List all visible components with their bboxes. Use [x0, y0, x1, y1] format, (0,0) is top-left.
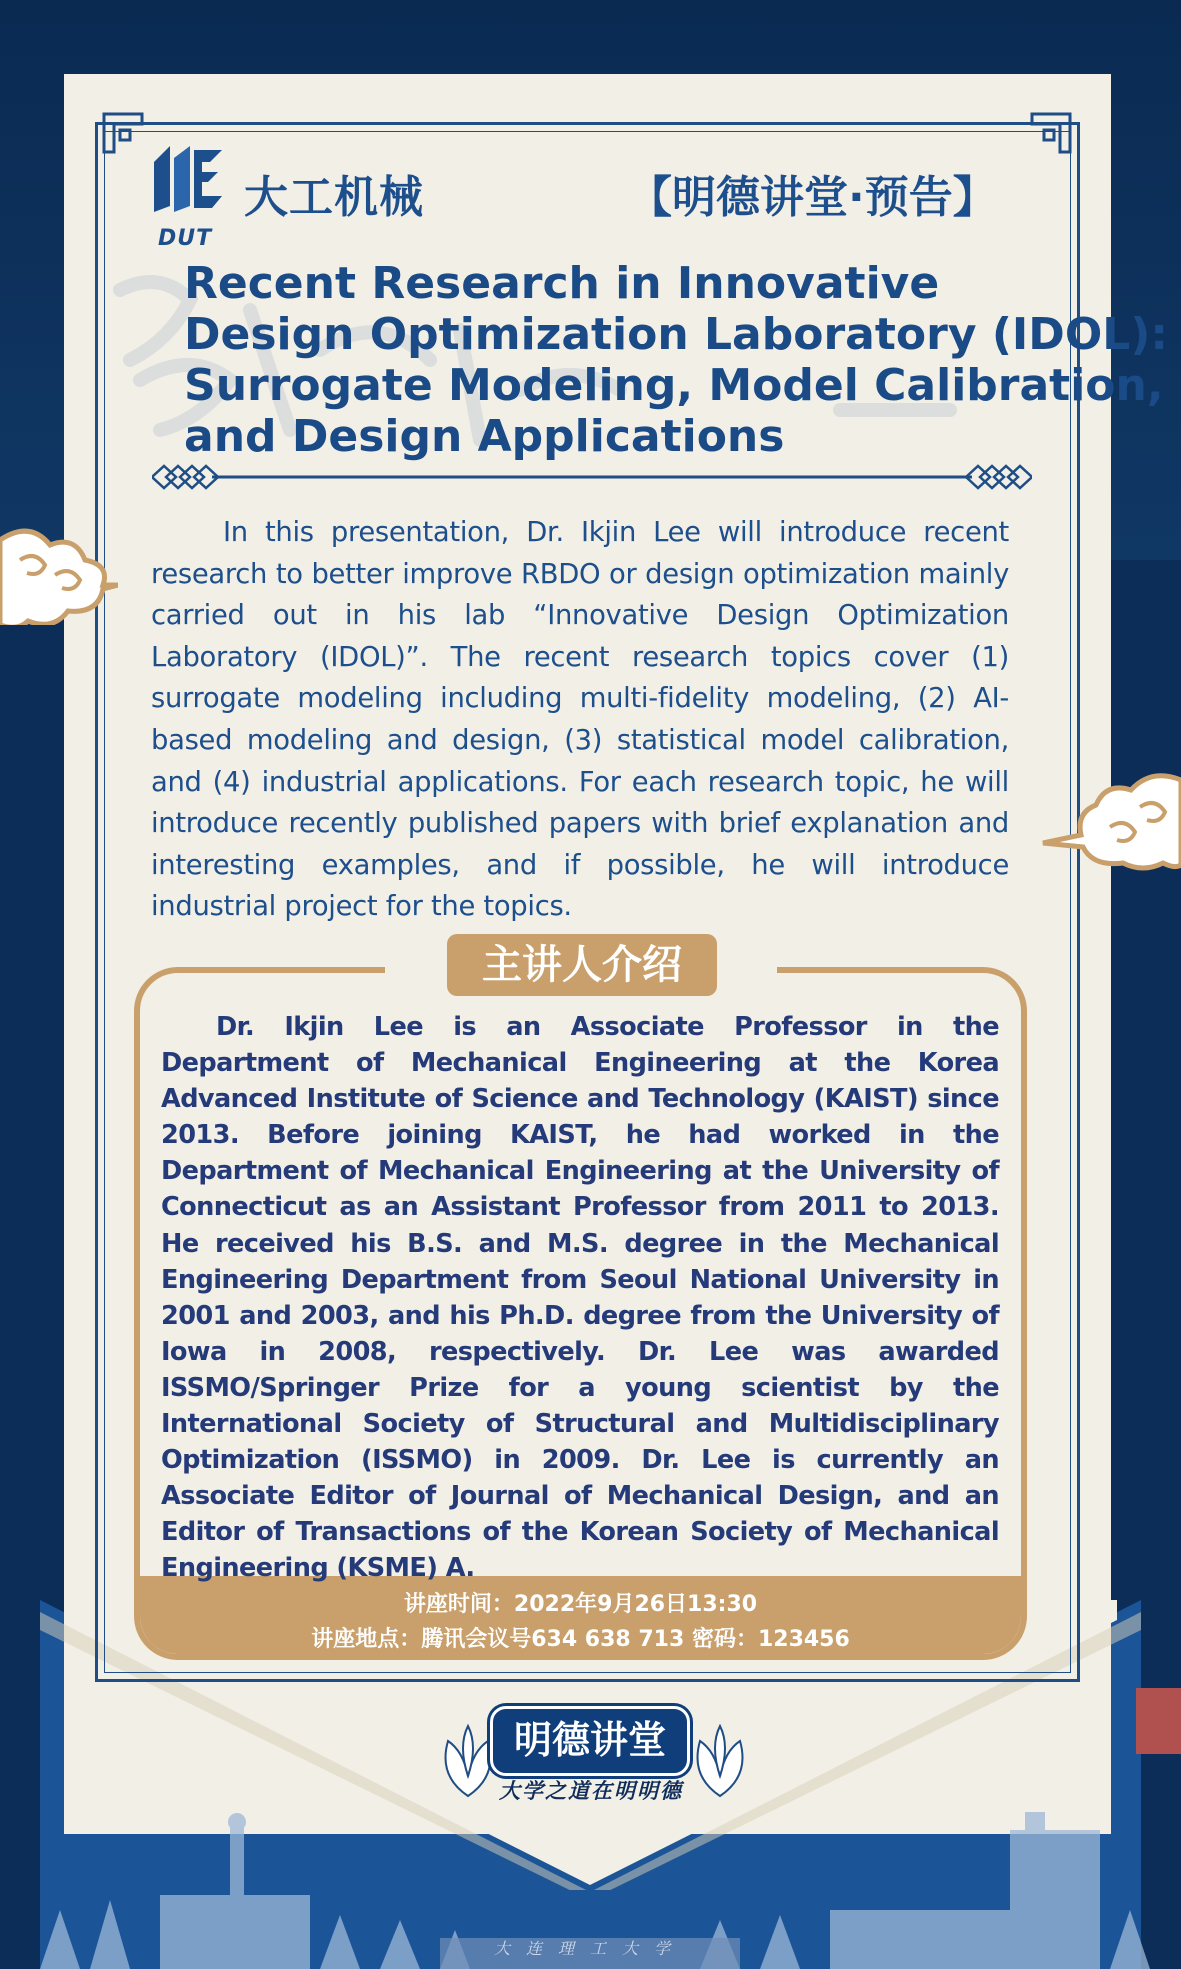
- lecture-abstract: In this presentation, Dr. Ikjin Lee will introduce recent research to better improve RBDO or design optimization mainly carried out in his lab “Innovative Design Optimization Laboratory (IDOL)”. The recent research topics cover (1) surrogate modeling including multi-fidelity modeling, (2) AI-based modeling and design, (3) statistical model calibration, and (4) industrial applications. For each research topic, he will introduce recently published papers with brief explanation and interesting examples, and if possible, he will introduce industrial project for the topics.: [151, 517, 1009, 923]
- title-line: and Design Applications: [184, 411, 785, 462]
- side-tab: [1136, 1688, 1181, 1754]
- logo-abbreviation: DUT: [158, 226, 213, 251]
- speaker-heading: 主讲人介绍: [447, 934, 717, 996]
- title-line: Design Optimization Laboratory (IDOL):: [184, 309, 1168, 360]
- lecture-title: [184, 258, 1168, 462]
- cloud-ornament-right: [1040, 772, 1181, 872]
- corner-ornament-left: [100, 110, 146, 156]
- title-line: Surrogate Modeling, Model Calibration,: [184, 360, 1164, 411]
- title-line: Recent Research in Innovative: [184, 258, 940, 309]
- lecture-time: 讲座时间：2022年9月26日13:30: [403, 1592, 758, 1617]
- university-name: 大连理工大学: [493, 1939, 686, 1958]
- event-tag: 【明德讲堂·预告】: [628, 172, 997, 223]
- logo-text: 大工机械: [244, 172, 424, 223]
- corner-ornament-right: [1028, 110, 1074, 156]
- cloud-ornament-left: [0, 520, 118, 625]
- badge-text: 明德讲堂: [513, 1718, 666, 1762]
- motto-text: 大学之道在明明德: [499, 1778, 683, 1803]
- title-divider: [152, 462, 1032, 492]
- lecture-place: 讲座地点：腾讯会议号634 638 713 密码：123456: [311, 1627, 850, 1652]
- dut-logo-icon: [150, 142, 226, 218]
- speaker-bio: Dr. Ikjin Lee is an Associate Professor in the Department of Mechanical Engineering at the Korea Advanced Institute of Science and Technology (KAIST) since 2013. Before joining KAIST, he had worked in the Department of Mechanical Engineering at the University of Connecticut as an Assistant Professor from 2011 to 2013. He received his B.S. and M.S. degree in the Mechanical Engineering Department from Seoul National University in 2001 and 2003, and his Ph.D. degree from the University of Iowa in 2008, respectively. Dr. Lee was awarded ISSMO/Springer Prize for a young scientist by the International Society of Structural and Multidisciplinary Optimization (ISSMO) in 2009. Dr. Lee is currently an Associate Editor of Journal of Mechanical Design, and an Editor of Transactions of the Korean Society of Mechanical Engineering (KSME) A.: [161, 1012, 999, 1584]
